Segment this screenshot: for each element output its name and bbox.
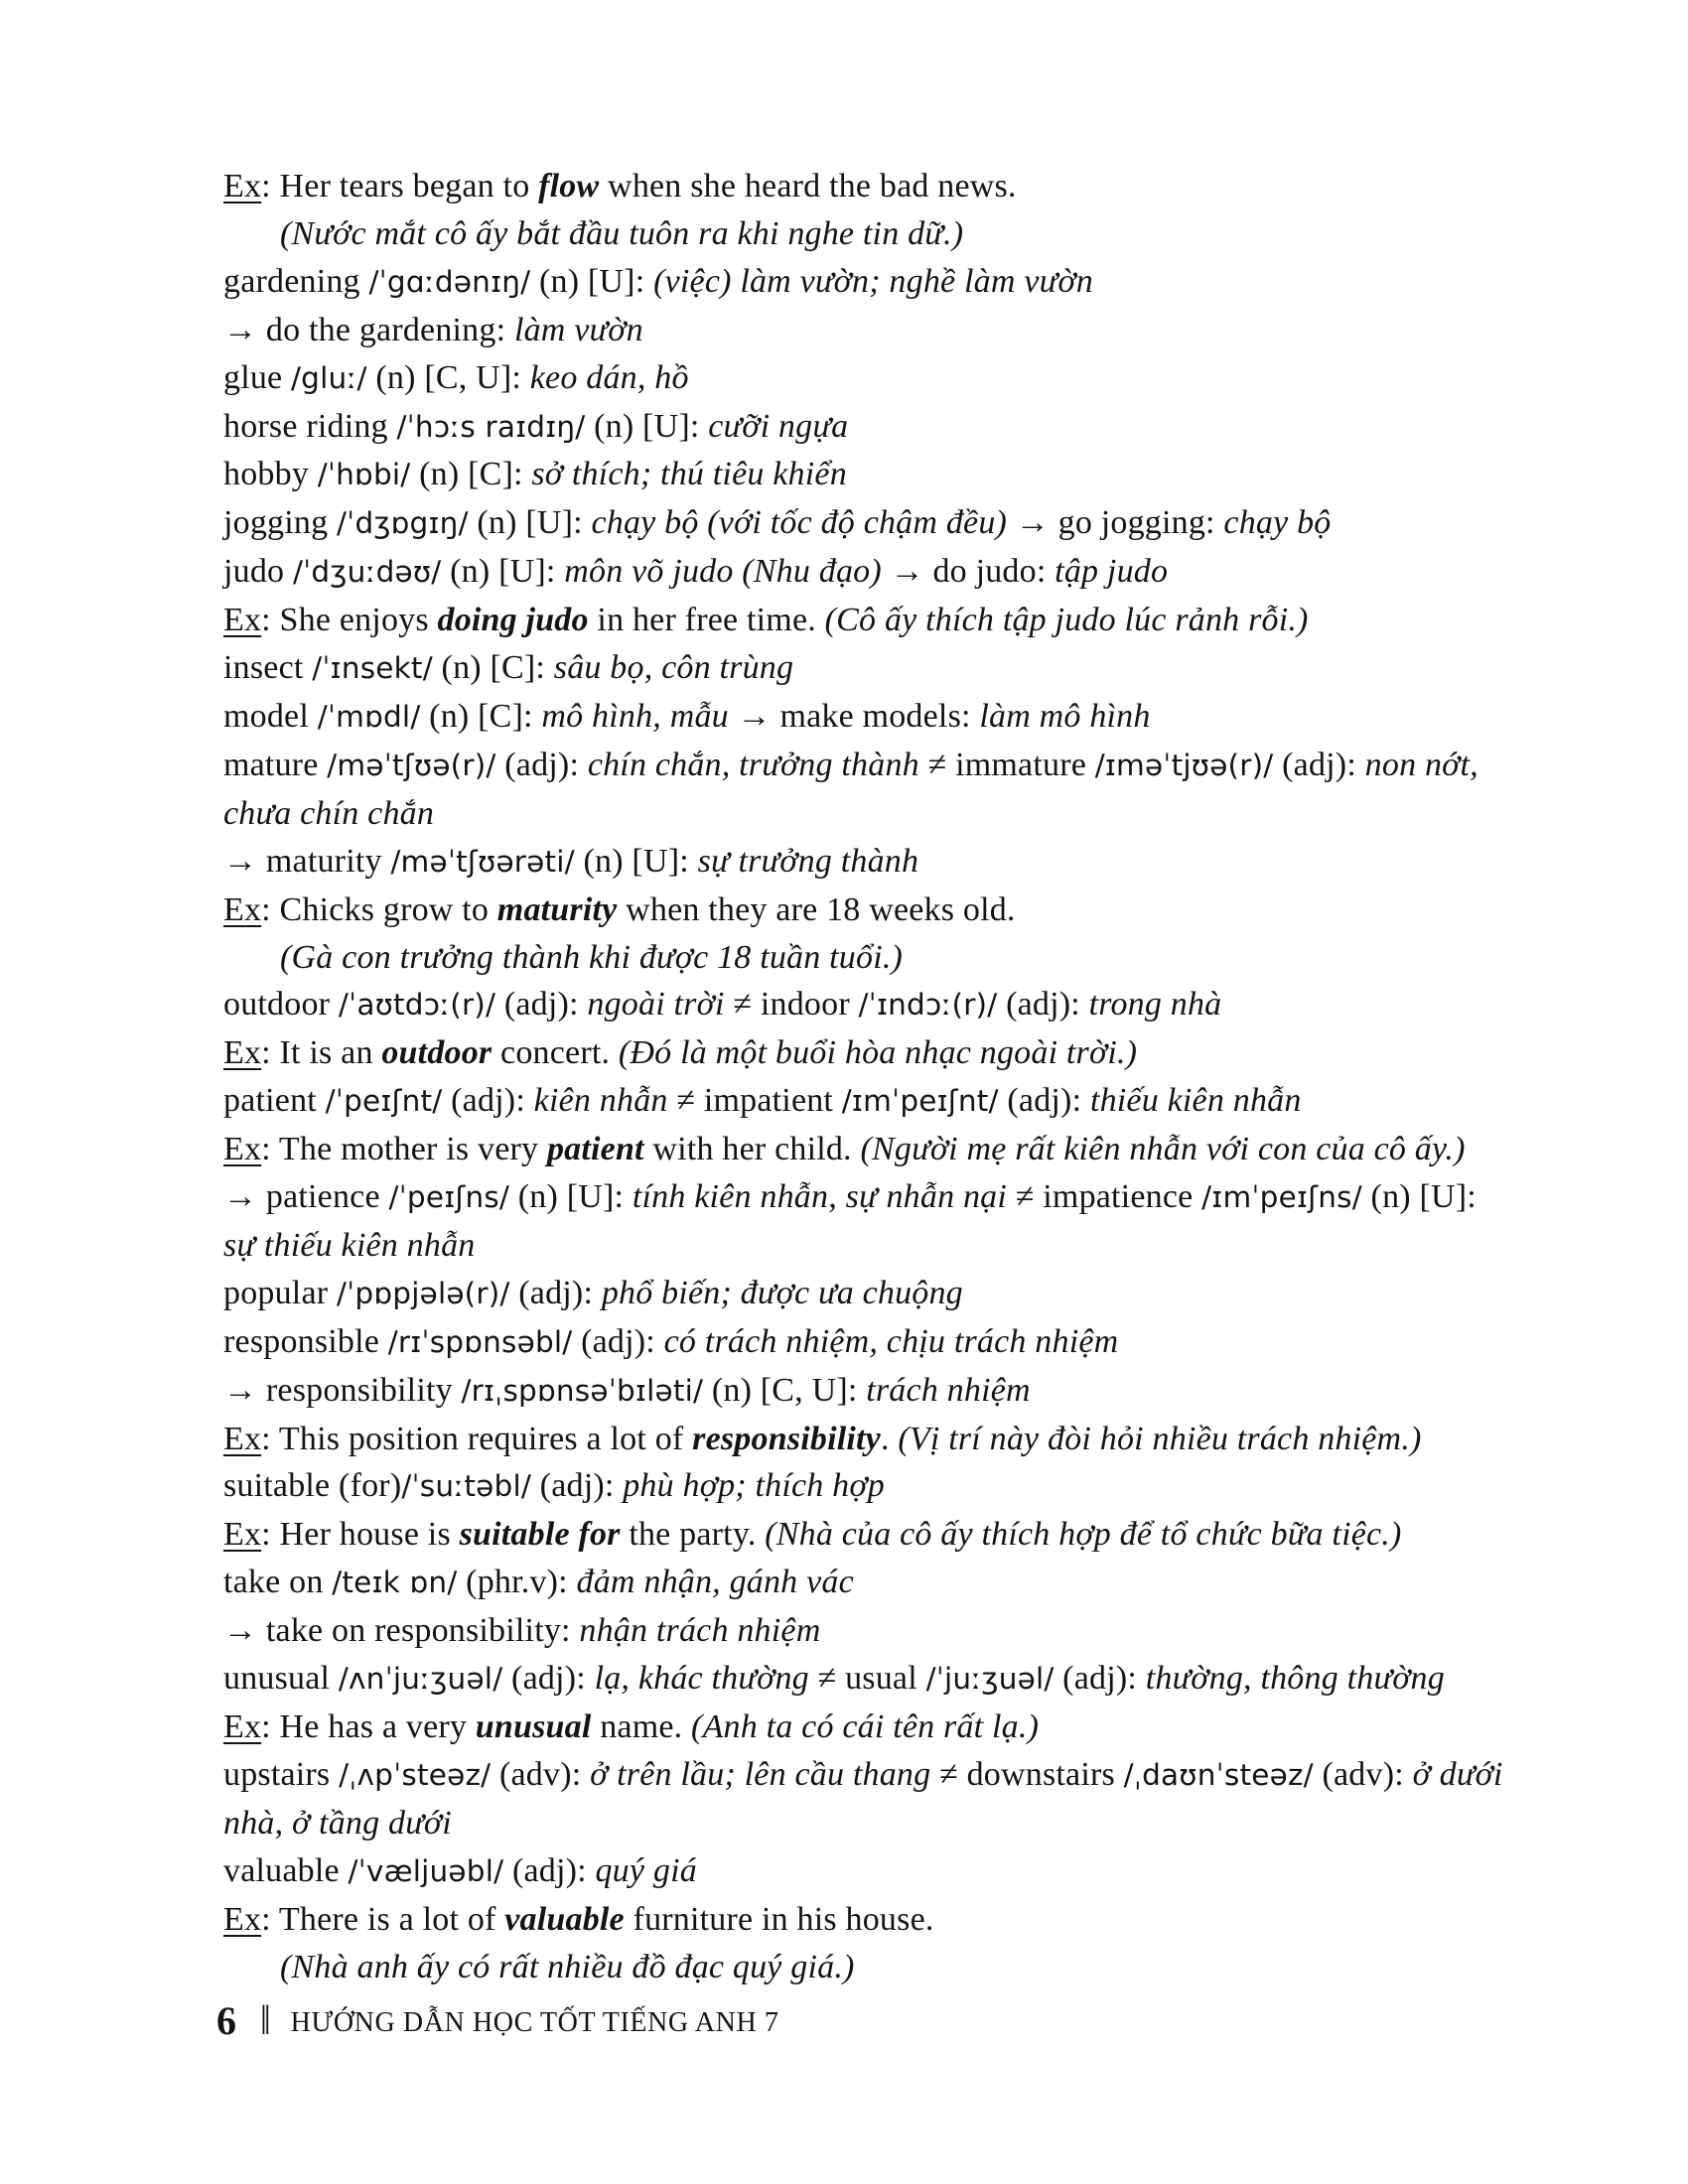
text-segment: non nớt,	[1364, 746, 1478, 783]
text-segment: (adj):	[530, 1467, 624, 1505]
text-segment: : Her house is	[261, 1516, 460, 1554]
text-line	[223, 981, 1614, 1029]
text-segment: with her child.	[643, 1131, 861, 1168]
text-segment: phù hợp; thích hợp	[623, 1467, 885, 1505]
text-line	[223, 163, 1614, 210]
text-line	[223, 307, 1614, 354]
ipa-transcription: /ˌdaʊnˈsteəz/	[1123, 1757, 1314, 1792]
text-segment: valuable	[223, 1851, 349, 1889]
text-segment: mô hình, mẫu	[541, 697, 729, 735]
text-line	[223, 838, 1614, 887]
text-segment: ≠ downstairs	[930, 1755, 1124, 1793]
text-segment: (n) [C, U]:	[366, 358, 530, 396]
text-line	[223, 1559, 1614, 1607]
text-segment: (Cô ấy thích tập judo lúc rảnh rỗi.)	[824, 602, 1309, 639]
text-segment: Ex	[223, 1708, 262, 1745]
ipa-transcription: /ˈgɑːdənɪŋ/	[368, 264, 531, 299]
text-segment: (adj):	[1273, 746, 1365, 783]
text-segment: .	[880, 1420, 899, 1457]
text-segment: Ex	[223, 890, 262, 928]
text-segment: (Nhà của cô ấy thích hợp để tổ chức bữa tiệc.)	[765, 1516, 1402, 1554]
text-segment: tập judo	[1055, 553, 1169, 591]
text-segment: outdoor	[381, 1034, 492, 1072]
text-line	[223, 1462, 1614, 1511]
text-segment: (n) [U]:	[468, 504, 592, 542]
ipa-transcription: /gluː/	[291, 360, 367, 395]
ipa-transcription: /ˈpeɪʃnt/	[325, 1084, 443, 1119]
text-segment: judo	[223, 553, 293, 591]
text-segment: → do judo:	[881, 553, 1055, 591]
text-segment: ≠ indoor	[724, 986, 859, 1024]
text-line	[223, 1029, 1614, 1077]
text-segment: (Vị trí này đòi hỏi nhiều trách nhiệm.)	[898, 1420, 1422, 1457]
ipa-transcription: /teɪk ɒn/	[332, 1566, 458, 1600]
text-segment: concert.	[492, 1034, 619, 1072]
text-segment: : There is a lot of	[261, 1900, 505, 1938]
text-segment: → maturity	[223, 842, 391, 880]
text-segment: : Chicks grow to	[261, 890, 497, 928]
text-line	[223, 1126, 1614, 1173]
text-segment: (adj):	[572, 1322, 664, 1360]
ipa-transcription: /ɪmˈpeɪʃns/	[1201, 1180, 1362, 1215]
text-segment: trách nhiệm	[866, 1371, 1031, 1409]
text-segment: Ex	[223, 1131, 262, 1168]
text-line	[223, 1173, 1614, 1222]
text-segment: suitable for	[459, 1516, 621, 1554]
ipa-transcription: /rɪˌspɒnsəˈbɪləti/	[461, 1373, 704, 1408]
text-segment: when they are 18 weeks old.	[617, 890, 1016, 928]
text-segment: glue	[223, 358, 292, 396]
text-segment: ở dưới	[1412, 1755, 1503, 1793]
text-segment: unusual	[223, 1660, 339, 1698]
text-line	[223, 644, 1614, 693]
text-line	[223, 1655, 1614, 1704]
text-segment: unusual	[475, 1708, 592, 1745]
text-segment: (phr.v):	[457, 1564, 577, 1601]
page-number: 6	[216, 1998, 236, 2043]
text-line	[223, 1222, 1614, 1270]
text-segment: Ex	[223, 1420, 262, 1457]
text-segment: (adj):	[503, 1851, 596, 1889]
ipa-transcription: /ˈaʊtdɔː(r)/	[338, 988, 496, 1023]
ipa-transcription: /ˈjuːʒuəl/	[925, 1662, 1055, 1697]
text-segment: → make models:	[728, 697, 980, 735]
text-line	[223, 1270, 1614, 1318]
text-segment: model	[223, 697, 318, 735]
text-line	[223, 451, 1614, 499]
text-segment: maturity	[496, 890, 618, 928]
text-segment: đảm nhận, gánh vác	[576, 1564, 854, 1601]
text-segment: (adv):	[1313, 1755, 1413, 1793]
text-line	[223, 258, 1614, 307]
text-segment: : She enjoys	[261, 602, 438, 639]
text-line	[223, 210, 1614, 258]
text-line	[223, 1077, 1614, 1126]
text-segment: furniture in his house.	[624, 1900, 934, 1938]
text-line	[223, 1511, 1614, 1559]
text-segment: (n) [U]:	[441, 553, 565, 591]
text-segment: sâu bọ, côn trùng	[553, 649, 794, 687]
text-segment: ngoài trời	[587, 986, 725, 1024]
text-line	[223, 790, 1614, 838]
text-segment: làm mô hình	[979, 697, 1151, 735]
text-line	[223, 354, 1614, 403]
text-segment: (n) [C]:	[410, 456, 532, 493]
text-segment: thiếu kiên nhẫn	[1089, 1082, 1302, 1120]
ipa-transcription: /ˌʌpˈsteəz/	[339, 1757, 492, 1792]
text-segment: → responsibility	[223, 1371, 462, 1409]
text-line	[223, 499, 1614, 548]
text-segment: : He has a very	[261, 1708, 476, 1745]
text-segment: (Nhà anh ấy có rất nhiều đồ đạc quý giá.)	[280, 1948, 855, 1985]
text-segment: (Đó là một buổi hòa nhạc ngoài trời.)	[618, 1034, 1138, 1072]
text-segment: Ex	[223, 602, 262, 639]
text-segment: (adj):	[509, 1274, 602, 1311]
text-line	[223, 1896, 1614, 1944]
text-segment: : It is an	[261, 1034, 382, 1072]
text-segment: trong nhà	[1088, 986, 1222, 1024]
text-segment: kiên nhẫn	[533, 1082, 668, 1120]
text-segment: upstairs	[223, 1755, 340, 1793]
text-segment: popular	[223, 1274, 337, 1311]
text-segment: horse riding	[223, 407, 397, 445]
text-segment: tính kiên nhẫn, sự nhẫn nại	[632, 1178, 1016, 1216]
text-segment: : This position requires a lot of	[261, 1420, 693, 1457]
text-segment: (n) [U]:	[574, 842, 698, 880]
text-segment: chưa chín chắn	[223, 794, 435, 832]
text-segment: quý giá	[595, 1851, 697, 1889]
text-segment: (adj):	[998, 1082, 1090, 1120]
page-footer	[216, 1997, 778, 2044]
ipa-transcription: /ˈvæljuəbl/	[348, 1853, 504, 1888]
text-segment: ≠ immature	[918, 746, 1095, 783]
text-line	[223, 1800, 1614, 1847]
text-segment: keo dán, hồ	[529, 358, 689, 396]
ipa-transcription: /ʌnˈjuːʒuəl/	[338, 1662, 503, 1697]
text-segment: (Anh ta có cái tên rất lạ.)	[691, 1708, 1040, 1745]
ipa-transcription: /ˈsuːtəbl/	[401, 1469, 531, 1504]
text-line	[223, 1847, 1614, 1896]
text-segment: Ex	[223, 1034, 262, 1072]
text-line	[223, 1607, 1614, 1655]
text-segment: patient	[223, 1082, 326, 1120]
ipa-transcription: /ˈdʒɒgɪŋ/	[337, 506, 469, 541]
text-line	[223, 1367, 1614, 1416]
text-segment: in her free time.	[588, 602, 825, 639]
text-segment: ≠ impatience	[1015, 1178, 1202, 1216]
text-segment: patient	[546, 1131, 644, 1168]
text-segment: ≠ impatient	[667, 1082, 842, 1120]
text-segment: (adj):	[997, 986, 1089, 1024]
text-line	[223, 1416, 1614, 1463]
text-segment: (n) [U]:	[509, 1178, 633, 1216]
text-segment: the party.	[620, 1516, 766, 1554]
text-segment: (n) [U]:	[1361, 1178, 1477, 1216]
text-segment: cưỡi ngựa	[708, 407, 849, 445]
ipa-transcription: /ˈɪnsekt/	[312, 651, 433, 686]
text-line	[223, 693, 1614, 742]
text-segment: (n) [C]:	[432, 649, 554, 687]
text-segment: flow	[538, 168, 600, 205]
text-segment: → go jogging:	[1007, 504, 1224, 542]
text-segment: (adv):	[491, 1755, 591, 1793]
text-segment: (n) [C]:	[420, 697, 542, 735]
text-segment: valuable	[504, 1900, 625, 1938]
text-segment: sự trưởng thành	[697, 842, 919, 880]
text-segment: (adj):	[495, 746, 588, 783]
text-segment: sự thiếu kiên nhẫn	[223, 1226, 476, 1264]
text-segment: (n) [C, U]:	[703, 1371, 867, 1409]
text-segment: ở trên lầu; lên cầu thang	[590, 1755, 931, 1793]
text-segment: lạ, khác thường	[594, 1660, 809, 1698]
ipa-transcription: /ɪməˈtjʊə(r)/	[1094, 748, 1274, 782]
text-segment: → patience	[223, 1178, 389, 1216]
footer-separator: ‖	[260, 1997, 271, 2044]
text-segment: suitable (for)	[223, 1467, 402, 1505]
text-segment: (adj):	[1054, 1660, 1146, 1698]
text-segment: Ex	[223, 1900, 262, 1938]
text-line	[223, 1318, 1614, 1367]
text-line	[223, 887, 1614, 934]
ipa-transcription: /məˈtʃʊərəti/	[390, 844, 575, 879]
text-segment: outdoor	[223, 986, 339, 1024]
text-segment: làm vườn	[513, 311, 643, 348]
ipa-transcription: /ɪmˈpeɪʃnt/	[841, 1084, 999, 1119]
text-segment: jogging	[223, 504, 337, 542]
text-segment: mature	[223, 746, 328, 783]
text-segment: nhận trách nhiệm	[579, 1612, 821, 1650]
ipa-transcription: /ˈmɒdl/	[317, 699, 421, 734]
text-segment: có trách nhiệm, chịu trách nhiệm	[663, 1322, 1119, 1360]
text-segment: (n) [U]:	[530, 262, 654, 300]
vocab-list	[223, 163, 1614, 1990]
text-segment: (adj):	[442, 1082, 534, 1120]
text-segment: → do the gardening:	[223, 311, 514, 348]
text-segment: chín chắn, trưởng thành	[587, 746, 919, 783]
text-segment: phổ biến; được ưa chuộng	[601, 1274, 963, 1311]
ipa-transcription: /ˈpɒpjələ(r)/	[336, 1276, 510, 1310]
text-segment: sở thích; thú tiêu khiển	[531, 456, 847, 493]
book-title: HƯỚNG DẪN HỌC TỐT TIẾNG ANH 7	[290, 2006, 779, 2038]
text-segment: take on	[223, 1564, 333, 1601]
text-line	[223, 1944, 1614, 1991]
text-segment: (n) [U]:	[585, 407, 709, 445]
text-line	[223, 742, 1614, 790]
text-segment: : The mother is very	[261, 1131, 547, 1168]
ipa-transcription: /ˈɪndɔː(r)/	[858, 988, 998, 1023]
text-line	[223, 548, 1614, 597]
text-line	[223, 934, 1614, 982]
text-segment: chạy bộ	[1223, 504, 1332, 542]
text-segment: (Gà con trưởng thành khi được 18 tuần tuổi.)	[280, 938, 904, 976]
ipa-transcription: /ˈhɔːs raɪdɪŋ/	[396, 409, 586, 444]
ipa-transcription: /ˈdʒuːdəʊ/	[292, 555, 442, 590]
text-segment: ≠ usual	[808, 1660, 926, 1698]
ipa-transcription: /ˈpeɪʃns/	[388, 1180, 510, 1215]
text-segment: (adj):	[495, 986, 588, 1024]
text-line	[223, 597, 1614, 644]
text-segment: nhà, ở tầng dưới	[223, 1804, 452, 1842]
text-segment: → take on responsibility:	[223, 1612, 580, 1650]
text-segment: (adj):	[502, 1660, 595, 1698]
text-segment: (Người mẹ rất kiên nhẫn với con của cô ấy.)	[860, 1131, 1466, 1168]
ipa-transcription: /rɪˈspɒnsəbl/	[387, 1324, 573, 1359]
text-segment: (Nước mắt cô ấy bắt đầu tuôn ra khi nghe tin dữ.)	[280, 214, 964, 252]
text-segment: môn võ judo (Nhu đạo)	[564, 553, 882, 591]
text-segment: insect	[223, 649, 313, 687]
text-line	[223, 403, 1614, 452]
ipa-transcription: /məˈtʃʊə(r)/	[327, 748, 496, 782]
text-segment: responsible	[223, 1322, 388, 1360]
text-segment: thường, thông thường	[1145, 1660, 1445, 1698]
text-segment: hobby	[223, 456, 318, 493]
text-segment: Ex	[223, 168, 262, 205]
text-segment: name.	[591, 1708, 692, 1745]
text-segment: responsibility	[692, 1420, 881, 1457]
text-segment: : Her tears began to	[261, 168, 539, 205]
text-line	[223, 1751, 1614, 1800]
text-segment: gardening	[223, 262, 369, 300]
text-segment: chạy bộ (với tốc độ chậm đều)	[591, 504, 1008, 542]
ipa-transcription: /ˈhɒbi/	[317, 458, 411, 492]
text-segment: when she heard the bad news.	[599, 168, 1017, 205]
text-segment: doing judo	[437, 602, 589, 639]
text-line	[223, 1704, 1614, 1751]
text-segment: (việc) làm vườn; nghề làm vườn	[653, 262, 1093, 300]
text-segment: Ex	[223, 1516, 262, 1554]
